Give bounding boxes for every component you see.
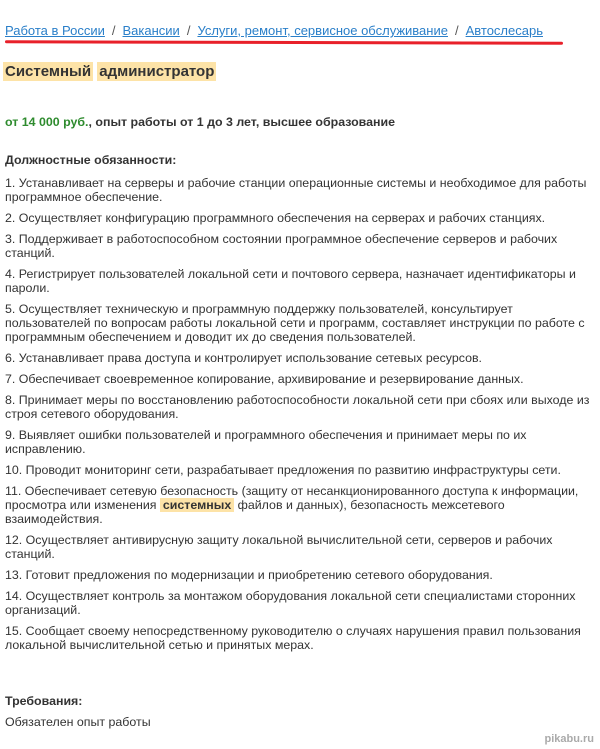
list-item: 14. Осуществляет контроль за монтажом оборудования локальной сети специалистами сторонних организаций.	[5, 589, 576, 617]
duties-heading: Должностные обязанности:	[5, 153, 177, 167]
title-word: администратор	[99, 63, 215, 80]
list-item: 6. Устанавливает права доступа и контролирует использование сетевых ресурсов.	[5, 351, 482, 365]
list-item: 15. Сообщает своему непосредственному руководителю о случаях нарушения правил пользования локальной вычислительной сетью и принятых мерах.	[5, 624, 581, 652]
list-item: 13. Готовит предложения по модернизации и приобретению сетевого оборудования.	[5, 568, 493, 582]
list-item: 3. Поддерживает в работоспособном состоянии программное обеспечение серверов и рабочих станций.	[5, 232, 558, 260]
vacancy-summary	[5, 115, 395, 129]
watermark: pikabu.ru	[544, 733, 594, 745]
item-text: 11. Обеспечивает сетевую безопасность (защиту от несанкционированного доступа к информации, просмотра или изменения	[5, 484, 579, 512]
breadcrumb-link-russia[interactable]: Работа в России	[5, 23, 105, 38]
summary-text: , опыт работы от 1 до 3 лет, высшее образование	[88, 115, 396, 129]
list-item: 1. Устанавливает на серверы и рабочие станции операционные системы и необходимое для работы программное обеспечение.	[5, 176, 587, 204]
highlighted-word: системных	[160, 498, 234, 512]
breadcrumb-link-vacancies[interactable]: Вакансии	[122, 23, 180, 38]
list-item: 9. Выявляет ошибки пользователей и программного обеспечения и принимает меры по их исправлению.	[5, 428, 527, 456]
salary: от 14 000 руб.	[5, 115, 89, 129]
red-underline-annotation	[5, 40, 563, 44]
page-title	[3, 63, 216, 80]
breadcrumb-separator: /	[454, 23, 459, 38]
list-item: 4. Регистрирует пользователей локальной сети и почтового сервера, назначает идентификаторы и пароли.	[5, 267, 576, 295]
item-text: файлов и данных), безопасность межсетевого взаимодействия.	[5, 498, 505, 526]
breadcrumb	[5, 23, 543, 38]
breadcrumb-link-services[interactable]: Услуги, ремонт, сервисное обслуживание	[197, 23, 448, 38]
list-item: 2. Осуществляет конфигурацию программного обеспечения на серверах и рабочих станциях.	[5, 211, 546, 225]
list-item	[5, 484, 593, 526]
breadcrumb-link-mechanic[interactable]: Автослесарь	[465, 23, 543, 38]
duties-list	[5, 176, 593, 659]
list-item: 12. Осуществляет антивирусную защиту локальной вычислительной сети, серверов и рабочих станций.	[5, 533, 553, 561]
breadcrumb-separator: /	[111, 23, 116, 38]
breadcrumb-separator: /	[186, 23, 191, 38]
list-item: 7. Обеспечивает своевременное копирование, архивирование и резервирование данных.	[5, 372, 524, 386]
requirements-text: Обязателен опыт работы	[5, 715, 151, 729]
list-item: 10. Проводит мониторинг сети, разрабатывает предложения по развитию инфраструктуры сети.	[5, 463, 561, 477]
list-item: 5. Осуществляет техническую и программную поддержку пользователей, консультирует пользователей по вопросам работы локальной сети и программ, составляет инструкции по работе с программным обеспечением и доводит их до сведения пользователей.	[5, 302, 585, 344]
list-item: 8. Принимает меры по восстановлению работоспособности локальной сети при сбоях или выходе из строя сетевого оборудования.	[5, 393, 590, 421]
requirements-heading: Требования:	[5, 694, 83, 708]
title-word: Системный	[5, 63, 92, 80]
